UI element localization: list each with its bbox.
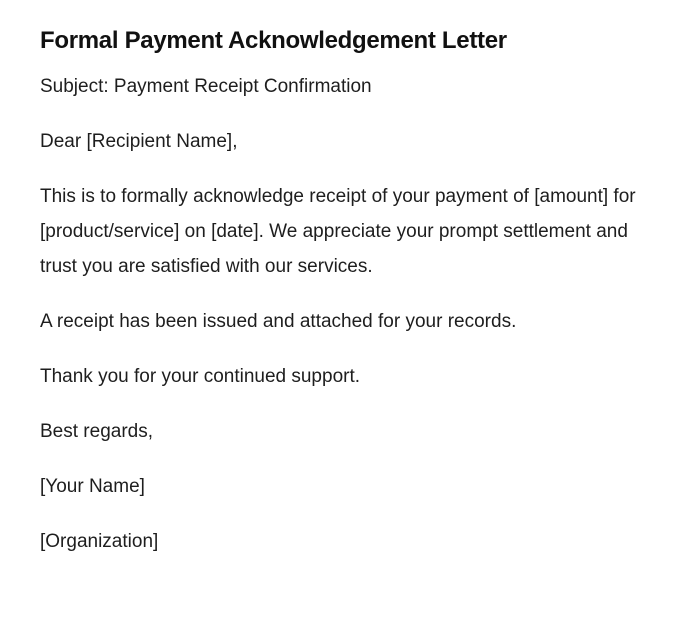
letter-body-paragraph-2: A receipt has been issued and attached for your records.	[40, 311, 517, 332]
letter-body-paragraph-1: This is to formally acknowledge receipt of your payment of [amount] for [product/service] on [date]. We appreciate your prompt settlement and trust you are satisfied with our services.	[40, 186, 636, 277]
letter-subject: Subject: Payment Receipt Confirmation	[40, 76, 372, 97]
letter-title: Formal Payment Acknowledgement Letter	[40, 27, 507, 54]
letter-salutation: Dear [Recipient Name],	[40, 131, 238, 152]
letter-closing: Best regards,	[40, 421, 153, 442]
signature-name: [Your Name]	[40, 476, 145, 497]
signature-organization: [Organization]	[40, 531, 159, 552]
letter-body-paragraph-3: Thank you for your continued support.	[40, 366, 361, 387]
